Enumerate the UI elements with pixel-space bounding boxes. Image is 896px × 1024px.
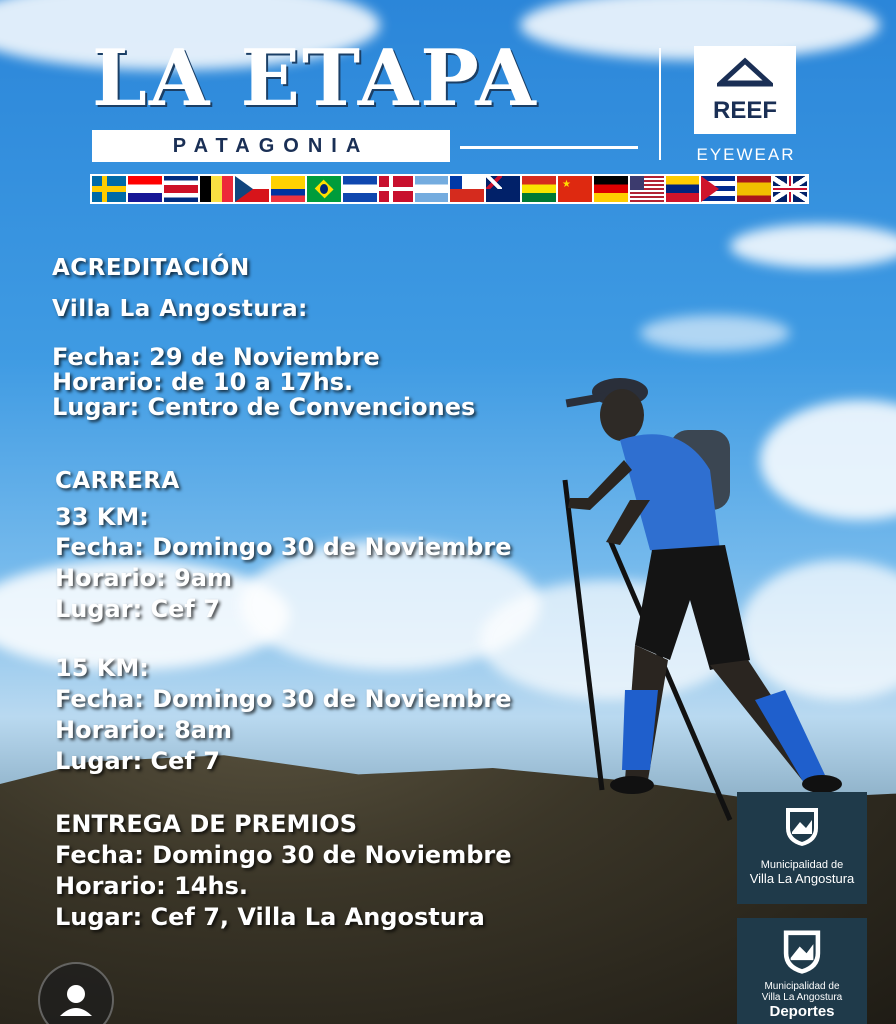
flag-germany-icon <box>594 176 628 202</box>
flag-czech-icon <box>235 176 269 202</box>
cloud <box>640 315 790 351</box>
race-33-lugar: Lugar: Cef 7 <box>55 595 220 623</box>
flag-denmark-icon <box>379 176 413 202</box>
sponsor-subtitle: EYEWEAR <box>696 145 796 164</box>
cloud <box>730 224 896 268</box>
municipality-logo <box>737 792 867 904</box>
event-subtitle: PATAGONIA <box>92 130 450 162</box>
muni-label-line2: Villa La Angostura <box>749 871 855 886</box>
user-icon <box>40 964 112 1024</box>
race-15-fecha: Fecha: Domingo 30 de Noviembre <box>55 685 512 713</box>
flag-cuba-icon <box>701 176 735 202</box>
race-33-fecha: Fecha: Domingo 30 de Noviembre <box>55 533 512 561</box>
flag-spain-icon <box>737 176 771 202</box>
race-15-lugar: Lugar: Cef 7 <box>55 747 220 775</box>
event-title: LA ETAPA <box>92 33 538 124</box>
muni2-label-line1: Municipalidad de <box>764 981 840 992</box>
muni2-label-line2: Villa La Angostura <box>761 992 843 1003</box>
acreditacion-fecha: Fecha: 29 de Noviembre <box>52 343 380 371</box>
flag-chile-icon <box>450 176 484 202</box>
race-33-horario: Horario: 9am <box>55 564 233 592</box>
profile-avatar[interactable] <box>38 962 114 1024</box>
premios-fecha: Fecha: Domingo 30 de Noviembre <box>55 841 512 869</box>
mountain-icon <box>717 57 773 87</box>
flag-bolivia-icon <box>522 176 556 202</box>
premios-lugar: Lugar: Cef 7, Villa La Angostura <box>55 903 485 931</box>
acreditacion-heading: ACREDITACIÓN <box>52 255 250 281</box>
race-15-title: 15 KM: <box>55 654 149 682</box>
race-15-horario: Horario: 8am <box>55 716 233 744</box>
reef-logo <box>694 46 796 134</box>
flag-australia-icon <box>486 176 520 202</box>
reef-logo-word: REEF <box>712 97 777 124</box>
flag-brazil-icon <box>307 176 341 202</box>
municipal-shield-icon <box>777 926 827 976</box>
flag-belgium-icon <box>200 176 234 202</box>
flags-strip <box>90 174 809 204</box>
race-33-title: 33 KM: <box>55 503 149 531</box>
municipal-shield-icon <box>780 804 824 848</box>
acreditacion-horario: Horario: de 10 a 17hs. <box>52 368 354 396</box>
flag-el-salvador-icon <box>343 176 377 202</box>
header-divider <box>659 48 661 160</box>
flag-sweden-icon <box>92 176 126 202</box>
carrera-heading: CARRERA <box>55 468 180 494</box>
municipality-sports-logo <box>737 918 867 1024</box>
flag-usa-icon <box>630 176 664 202</box>
flag-uk-icon <box>773 176 807 202</box>
acreditacion-place: Villa La Angostura: <box>52 296 308 322</box>
premios-heading: ENTREGA DE PREMIOS <box>55 810 357 838</box>
flag-china-icon: ★ <box>558 176 592 202</box>
runner-silhouette <box>540 360 850 830</box>
muni-label-line1: Municipalidad de <box>760 859 844 871</box>
muni2-label-line3: Deportes <box>769 1003 835 1020</box>
flag-costa-rica-icon <box>164 176 198 202</box>
acreditacion-lugar: Lugar: Centro de Convenciones <box>52 393 476 421</box>
flag-ecuador-icon <box>271 176 305 202</box>
flag-croatia-icon <box>128 176 162 202</box>
flag-argentina-icon <box>415 176 449 202</box>
flag-venezuela-icon <box>666 176 700 202</box>
premios-horario: Horario: 14hs. <box>55 872 248 900</box>
title-underline <box>460 146 638 149</box>
